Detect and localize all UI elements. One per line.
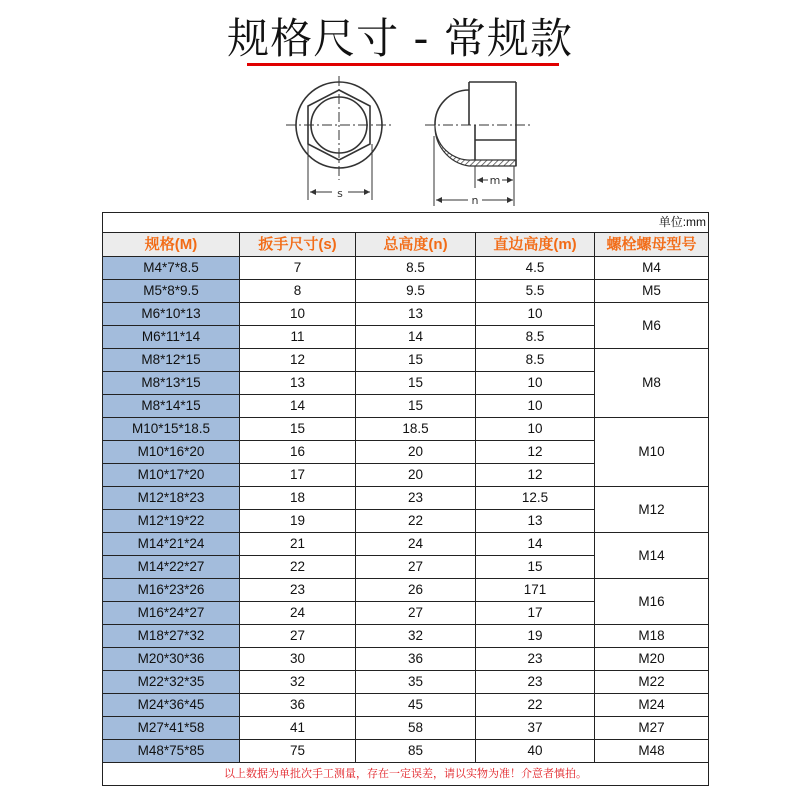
table-row [103, 533, 709, 556]
wrench-size-cell: 17 [240, 464, 356, 487]
wrench-size-cell: 27 [240, 625, 356, 648]
spec-cell: M12*19*22 [103, 510, 240, 533]
straight-height-cell: 12 [476, 441, 595, 464]
straight-height-cell: 171 [476, 579, 595, 602]
bolt-model-cell: M10 [595, 418, 709, 487]
wrench-size-cell: 7 [240, 257, 356, 280]
spec-cell: M16*23*26 [103, 579, 240, 602]
spec-cell: M20*30*36 [103, 648, 240, 671]
straight-height-cell: 40 [476, 740, 595, 763]
straight-height-cell: 37 [476, 717, 595, 740]
table-row [103, 257, 709, 280]
spec-cell: M14*21*24 [103, 533, 240, 556]
spec-cell: M22*32*35 [103, 671, 240, 694]
table-row [103, 303, 709, 326]
table-row [103, 740, 709, 763]
straight-height-cell: 22 [476, 694, 595, 717]
total-height-cell: 14 [356, 326, 476, 349]
spec-cell: M8*13*15 [103, 372, 240, 395]
table-row [103, 648, 709, 671]
acorn-nut-side-section-icon [425, 82, 530, 206]
spec-cell: M6*11*14 [103, 326, 240, 349]
straight-height-cell: 23 [476, 648, 595, 671]
table-row [103, 280, 709, 303]
disclaimer-note: 以上数据为单批次手工测量，存在一定误差，请以实物为准！介意者慎拍。 [103, 763, 709, 786]
wrench-size-cell: 8 [240, 280, 356, 303]
table-row [103, 671, 709, 694]
header-row [103, 233, 709, 257]
spec-cell: M12*18*23 [103, 487, 240, 510]
straight-height-cell: 12 [476, 464, 595, 487]
wrench-size-cell: 75 [240, 740, 356, 763]
header-wrench-size: 扳手尺寸(s) [240, 233, 356, 257]
straight-height-cell: 10 [476, 418, 595, 441]
total-height-cell: 15 [356, 349, 476, 372]
spec-cell: M27*41*58 [103, 717, 240, 740]
spec-cell: M8*12*15 [103, 349, 240, 372]
straight-height-cell: 4.5 [476, 257, 595, 280]
bolt-model-cell: M27 [595, 717, 709, 740]
wrench-size-cell: 12 [240, 349, 356, 372]
wrench-size-cell: 36 [240, 694, 356, 717]
total-height-cell: 24 [356, 533, 476, 556]
total-height-cell: 18.5 [356, 418, 476, 441]
straight-height-cell: 8.5 [476, 326, 595, 349]
bolt-model-cell: M14 [595, 533, 709, 579]
total-height-cell: 15 [356, 372, 476, 395]
total-height-cell: 20 [356, 464, 476, 487]
header-bolt-model: 螺栓螺母型号 [595, 233, 709, 257]
straight-height-cell: 10 [476, 395, 595, 418]
total-height-cell: 45 [356, 694, 476, 717]
wrench-size-cell: 14 [240, 395, 356, 418]
wrench-size-cell: 24 [240, 602, 356, 625]
bolt-model-cell: M6 [595, 303, 709, 349]
wrench-size-cell: 18 [240, 487, 356, 510]
spec-cell: M14*22*27 [103, 556, 240, 579]
bolt-model-cell: M48 [595, 740, 709, 763]
table-row [103, 579, 709, 602]
total-height-cell: 27 [356, 602, 476, 625]
straight-height-cell: 17 [476, 602, 595, 625]
straight-height-cell: 19 [476, 625, 595, 648]
spec-cell: M5*8*9.5 [103, 280, 240, 303]
table-row [103, 625, 709, 648]
wrench-size-cell: 30 [240, 648, 356, 671]
header-total-height: 总高度(n) [356, 233, 476, 257]
bolt-model-cell: M18 [595, 625, 709, 648]
straight-height-cell: 10 [476, 303, 595, 326]
wrench-size-cell: 16 [240, 441, 356, 464]
total-height-cell: 22 [356, 510, 476, 533]
straight-height-cell: 13 [476, 510, 595, 533]
spec-cell: M4*7*8.5 [103, 257, 240, 280]
bolt-model-cell: M24 [595, 694, 709, 717]
straight-height-cell: 15 [476, 556, 595, 579]
spec-cell: M18*27*32 [103, 625, 240, 648]
bolt-model-cell: M22 [595, 671, 709, 694]
spec-cell: M10*17*20 [103, 464, 240, 487]
wrench-size-cell: 32 [240, 671, 356, 694]
total-height-cell: 20 [356, 441, 476, 464]
straight-height-cell: 10 [476, 372, 595, 395]
unit-label: 单位:mm [103, 213, 709, 233]
wrench-size-cell: 11 [240, 326, 356, 349]
total-height-cell: 27 [356, 556, 476, 579]
wrench-size-cell: 10 [240, 303, 356, 326]
table-row [103, 694, 709, 717]
total-height-cell: 23 [356, 487, 476, 510]
wrench-size-cell: 41 [240, 717, 356, 740]
hex-nut-top-view-icon [286, 76, 394, 200]
total-height-cell: 32 [356, 625, 476, 648]
wrench-size-cell: 13 [240, 372, 356, 395]
table-row [103, 717, 709, 740]
bolt-model-cell: M12 [595, 487, 709, 533]
wrench-size-cell: 23 [240, 579, 356, 602]
page-title: 规格尺寸 - 常规款 [227, 14, 573, 63]
table-row [103, 418, 709, 441]
wrench-size-cell: 19 [240, 510, 356, 533]
total-height-cell: 13 [356, 303, 476, 326]
note-row [103, 763, 709, 786]
total-height-cell: 8.5 [356, 257, 476, 280]
spec-cell: M10*15*18.5 [103, 418, 240, 441]
total-height-cell: 15 [356, 395, 476, 418]
straight-height-cell: 14 [476, 533, 595, 556]
total-height-cell: 35 [356, 671, 476, 694]
spec-cell: M48*75*85 [103, 740, 240, 763]
header-spec: 规格(M) [103, 233, 240, 257]
wrench-size-cell: 21 [240, 533, 356, 556]
table-row [103, 487, 709, 510]
dimension-n-label: n [471, 194, 479, 207]
nut-dimension-diagram [282, 76, 530, 210]
dimension-s-label: s [337, 187, 343, 200]
straight-height-cell: 23 [476, 671, 595, 694]
bolt-model-cell: M4 [595, 257, 709, 280]
total-height-cell: 36 [356, 648, 476, 671]
wrench-size-cell: 15 [240, 418, 356, 441]
title-underline [247, 63, 559, 66]
spec-table [102, 212, 709, 786]
dimension-m-label: m [489, 174, 501, 187]
header-straight-height: 直边高度(m) [476, 233, 595, 257]
bolt-model-cell: M20 [595, 648, 709, 671]
straight-height-cell: 5.5 [476, 280, 595, 303]
wrench-size-cell: 22 [240, 556, 356, 579]
spec-cell: M8*14*15 [103, 395, 240, 418]
table-row [103, 349, 709, 372]
spec-cell: M10*16*20 [103, 441, 240, 464]
spec-cell: M6*10*13 [103, 303, 240, 326]
bolt-model-cell: M8 [595, 349, 709, 418]
straight-height-cell: 8.5 [476, 349, 595, 372]
straight-height-cell: 12.5 [476, 487, 595, 510]
spec-cell: M16*24*27 [103, 602, 240, 625]
spec-cell: M24*36*45 [103, 694, 240, 717]
total-height-cell: 26 [356, 579, 476, 602]
total-height-cell: 58 [356, 717, 476, 740]
bolt-model-cell: M16 [595, 579, 709, 625]
total-height-cell: 9.5 [356, 280, 476, 303]
bolt-model-cell: M5 [595, 280, 709, 303]
total-height-cell: 85 [356, 740, 476, 763]
unit-row [103, 213, 709, 233]
